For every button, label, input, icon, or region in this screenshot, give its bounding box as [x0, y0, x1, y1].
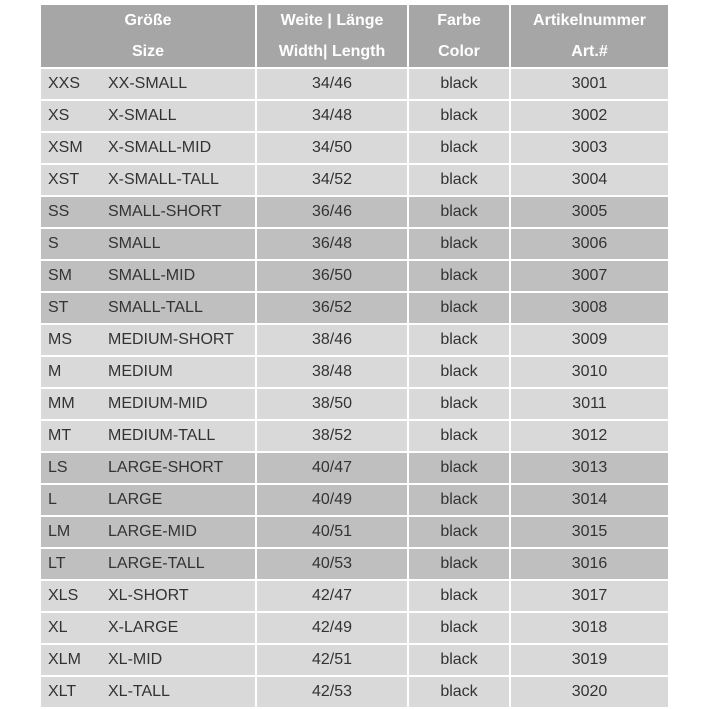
size-name: X-SMALL — [108, 107, 177, 124]
size-cell — [41, 453, 255, 483]
size-abbreviation: XXS — [48, 75, 81, 92]
article-number-cell: 3011 — [511, 389, 668, 419]
size-cell — [41, 101, 255, 131]
color-cell: black — [409, 133, 509, 163]
width-length-cell: 42/47 — [257, 581, 407, 611]
width-length-cell: 42/53 — [257, 677, 407, 707]
color-cell: black — [409, 517, 509, 547]
size-name: MEDIUM — [108, 363, 173, 380]
width-length-cell: 38/50 — [257, 389, 407, 419]
size-cell — [41, 357, 255, 387]
table-row — [41, 613, 668, 643]
color-cell: black — [409, 197, 509, 227]
size-cell — [41, 197, 255, 227]
article-number-cell: 3006 — [511, 229, 668, 259]
size-abbreviation: XL — [48, 619, 68, 636]
width-length-cell: 40/53 — [257, 549, 407, 579]
table-row — [41, 133, 668, 163]
table-row — [41, 325, 668, 355]
color-cell: black — [409, 549, 509, 579]
size-abbreviation: L — [48, 491, 57, 508]
color-cell: black — [409, 485, 509, 515]
header-size-en: Size — [131, 43, 164, 60]
width-length-cell: 34/48 — [257, 101, 407, 131]
size-abbreviation: MS — [48, 331, 72, 348]
width-length-cell: 40/47 — [257, 453, 407, 483]
article-number-cell: 3016 — [511, 549, 668, 579]
width-length-cell: 34/50 — [257, 133, 407, 163]
article-number-cell: 3009 — [511, 325, 668, 355]
size-cell — [41, 133, 255, 163]
table-row — [41, 101, 668, 131]
table-row — [41, 357, 668, 387]
width-length-cell: 34/46 — [257, 69, 407, 99]
header-size — [41, 5, 255, 67]
color-cell: black — [409, 421, 509, 451]
width-length-cell: 38/46 — [257, 325, 407, 355]
size-abbreviation: XLS — [48, 587, 79, 604]
size-name: X-SMALL-MID — [108, 139, 212, 156]
color-cell: black — [409, 389, 509, 419]
size-abbreviation: MM — [48, 395, 75, 412]
article-number-cell: 3012 — [511, 421, 668, 451]
size-name: LARGE — [108, 491, 163, 508]
size-abbreviation: LM — [48, 523, 71, 540]
color-cell: black — [409, 581, 509, 611]
header-color — [409, 5, 509, 67]
article-number-cell: 3020 — [511, 677, 668, 707]
width-length-cell: 36/52 — [257, 293, 407, 323]
color-cell: black — [409, 69, 509, 99]
size-name: MEDIUM-MID — [108, 395, 208, 412]
table-row — [41, 485, 668, 515]
size-abbreviation: S — [48, 235, 59, 252]
color-cell: black — [409, 613, 509, 643]
article-number-cell: 3019 — [511, 645, 668, 675]
color-cell: black — [409, 645, 509, 675]
size-abbreviation: XS — [48, 107, 70, 124]
size-abbreviation: SM — [48, 267, 72, 284]
size-abbreviation: ST — [48, 299, 69, 316]
size-name: LARGE-MID — [108, 523, 197, 540]
table-row — [41, 197, 668, 227]
size-abbreviation: XSM — [48, 139, 83, 156]
size-cell — [41, 325, 255, 355]
table-row — [41, 517, 668, 547]
article-number-cell: 3017 — [511, 581, 668, 611]
table-row — [41, 453, 668, 483]
size-cell — [41, 165, 255, 195]
size-name: SMALL-TALL — [108, 299, 203, 316]
size-name: SMALL-MID — [108, 267, 196, 284]
article-number-cell: 3007 — [511, 261, 668, 291]
size-abbreviation: SS — [48, 203, 70, 220]
article-number-cell: 3018 — [511, 613, 668, 643]
article-number-cell: 3008 — [511, 293, 668, 323]
table-row — [41, 69, 668, 99]
size-name: XL-SHORT — [108, 587, 189, 604]
color-cell: black — [409, 229, 509, 259]
header-row — [41, 5, 668, 67]
size-name: SMALL-SHORT — [108, 203, 222, 220]
size-cell — [41, 421, 255, 451]
size-cell — [41, 517, 255, 547]
table-row — [41, 229, 668, 259]
size-name: LARGE-SHORT — [108, 459, 224, 476]
article-number-cell: 3010 — [511, 357, 668, 387]
header-art-en: Art.# — [571, 43, 608, 60]
size-name: XX-SMALL — [108, 75, 188, 92]
size-abbreviation: XLT — [48, 683, 77, 700]
table-row — [41, 645, 668, 675]
table-row — [41, 261, 668, 291]
article-number-cell: 3015 — [511, 517, 668, 547]
size-cell — [41, 389, 255, 419]
table-row — [41, 549, 668, 579]
header-wl-de: Weite | Länge — [280, 12, 384, 29]
table-body — [41, 69, 668, 707]
size-abbreviation: XST — [48, 171, 80, 188]
size-abbreviation: M — [48, 363, 62, 380]
size-cell — [41, 645, 255, 675]
header-color-en: Color — [438, 43, 480, 60]
size-cell — [41, 549, 255, 579]
color-cell: black — [409, 293, 509, 323]
size-cell — [41, 677, 255, 707]
size-cell — [41, 581, 255, 611]
table-row — [41, 165, 668, 195]
width-length-cell: 36/48 — [257, 229, 407, 259]
header-width-length — [257, 5, 407, 67]
header-color-de: Farbe — [437, 12, 481, 29]
size-name: XL-MID — [108, 651, 163, 668]
size-name: MEDIUM-TALL — [108, 427, 216, 444]
article-number-cell: 3002 — [511, 101, 668, 131]
article-number-cell: 3004 — [511, 165, 668, 195]
size-abbreviation: XLM — [48, 651, 81, 668]
table-row — [41, 293, 668, 323]
color-cell: black — [409, 261, 509, 291]
size-table — [39, 3, 670, 709]
article-number-cell: 3013 — [511, 453, 668, 483]
size-name: LARGE-TALL — [108, 555, 205, 572]
header-article-number — [511, 5, 668, 67]
article-number-cell: 3005 — [511, 197, 668, 227]
width-length-cell: 40/49 — [257, 485, 407, 515]
size-cell — [41, 293, 255, 323]
table-row — [41, 677, 668, 707]
size-abbreviation: LT — [48, 555, 66, 572]
color-cell: black — [409, 325, 509, 355]
article-number-cell: 3001 — [511, 69, 668, 99]
header-wl-en: Width| Length — [278, 43, 386, 60]
size-abbreviation: LS — [48, 459, 68, 476]
size-name: MEDIUM-SHORT — [108, 331, 234, 348]
color-cell: black — [409, 677, 509, 707]
width-length-cell: 36/46 — [257, 197, 407, 227]
width-length-cell: 40/51 — [257, 517, 407, 547]
width-length-cell: 42/51 — [257, 645, 407, 675]
color-cell: black — [409, 357, 509, 387]
size-name: X-LARGE — [108, 619, 179, 636]
size-name: SMALL — [108, 235, 161, 252]
size-cell — [41, 613, 255, 643]
table-row — [41, 389, 668, 419]
article-number-cell: 3003 — [511, 133, 668, 163]
size-cell — [41, 69, 255, 99]
table-row — [41, 421, 668, 451]
size-cell — [41, 261, 255, 291]
size-cell — [41, 229, 255, 259]
color-cell: black — [409, 101, 509, 131]
article-number-cell: 3014 — [511, 485, 668, 515]
size-name: XL-TALL — [108, 683, 170, 700]
header-size-de: Größe — [124, 12, 172, 29]
width-length-cell: 42/49 — [257, 613, 407, 643]
color-cell: black — [409, 453, 509, 483]
color-cell: black — [409, 165, 509, 195]
table-row — [41, 581, 668, 611]
width-length-cell: 34/52 — [257, 165, 407, 195]
width-length-cell: 36/50 — [257, 261, 407, 291]
size-chart — [39, 3, 668, 709]
header-art-de: Artikelnummer — [533, 12, 646, 29]
size-name: X-SMALL-TALL — [108, 171, 219, 188]
size-cell — [41, 485, 255, 515]
width-length-cell: 38/52 — [257, 421, 407, 451]
width-length-cell: 38/48 — [257, 357, 407, 387]
size-abbreviation: MT — [48, 427, 72, 444]
